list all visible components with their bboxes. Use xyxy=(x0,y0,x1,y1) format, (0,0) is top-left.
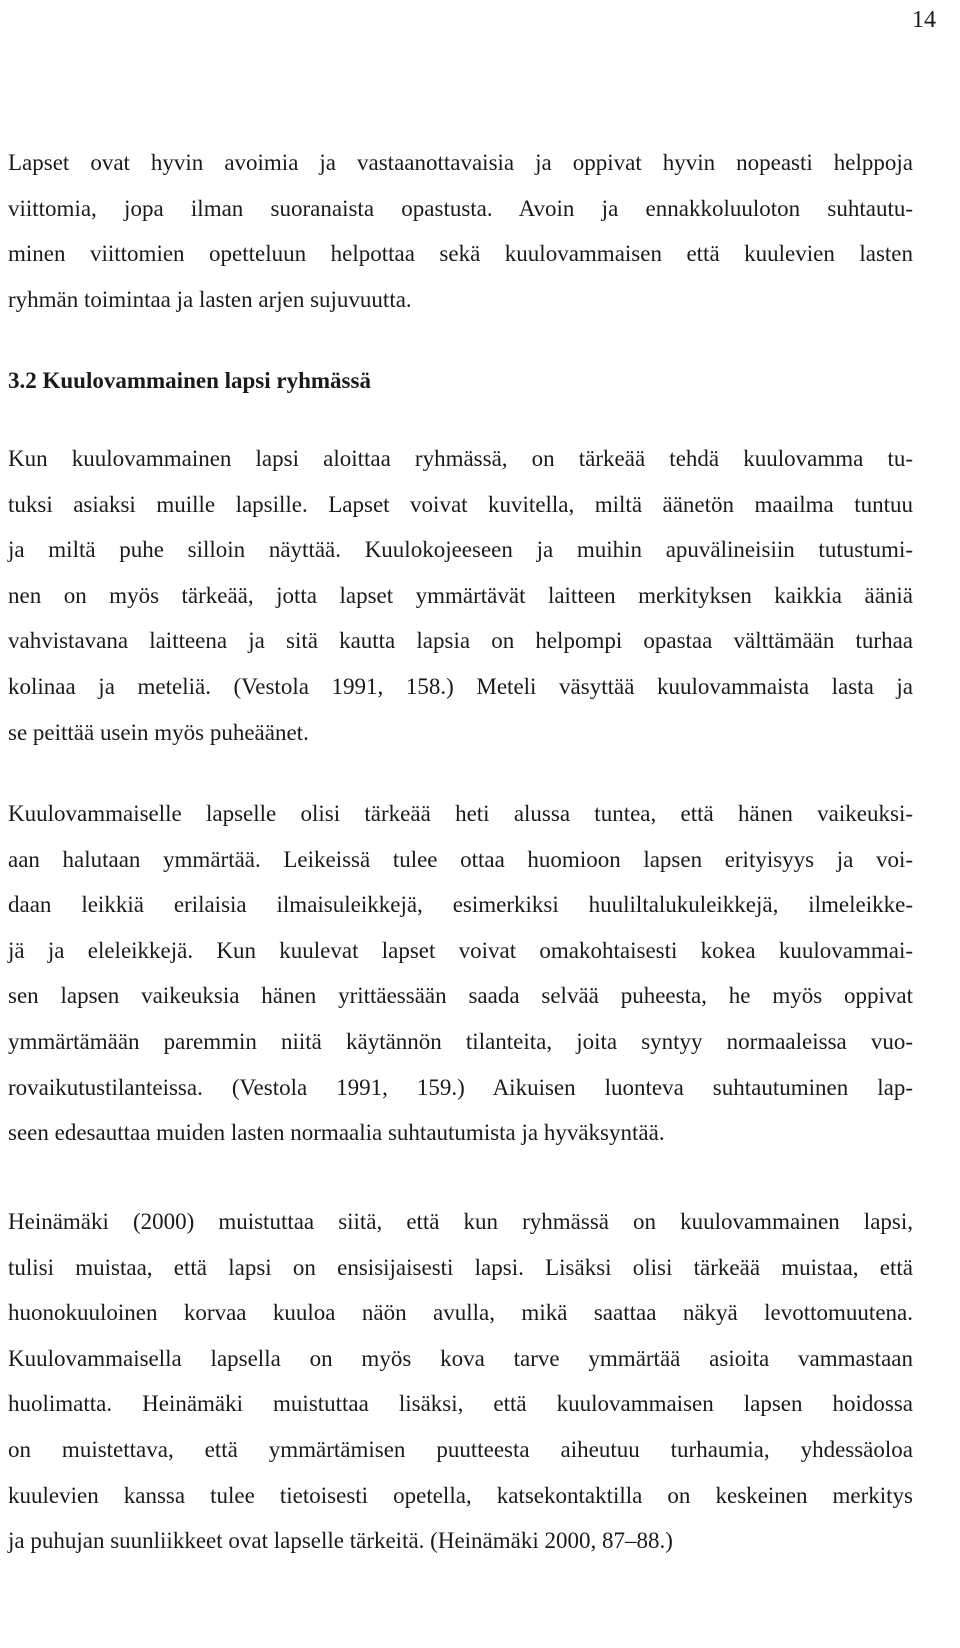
paragraph-line: ja miltä puhe silloin näyttää. Kuulokojeeseen ja muihin apuvälineisiin tutustumi- xyxy=(8,537,913,563)
paragraph-line: viittomia, jopa ilman suoranaista opastusta. Avoin ja ennakkoluuloton suhtautu- xyxy=(8,195,913,221)
paragraph-line: Kuulovammaiselle lapselle olisi tärkeää heti alussa tuntea, että hänen vaikeuksi- xyxy=(8,801,913,826)
paragraph-4 xyxy=(8,1199,913,1564)
section-heading: 3.2 Kuulovammainen lapsi ryhmässä xyxy=(8,368,371,393)
paragraph-line: ja puhujan suunliikkeet ovat lapselle tärkeitä. (Heinämäki 2000, 87–88.) xyxy=(8,1528,673,1554)
paragraph-line: ryhmän toimintaa ja lasten arjen sujuvuutta. xyxy=(8,286,412,312)
paragraph-3 xyxy=(8,791,913,1156)
paragraph-line: Lapset ovat hyvin avoimia ja vastaanottavaisia ja oppivat hyvin nopeasti helppoja xyxy=(8,150,913,175)
paragraph-line: daan leikkiä erilaisia ilmaisuleikkejä, esimerkiksi huuliltalukuleikkejä, ilmeleikke- xyxy=(8,892,913,918)
paragraph-line: tuksi asiaksi muille lapsille. Lapset voivat kuvitella, miltä äänetön maailma tuntuu xyxy=(8,491,913,517)
paragraph-line: ymmärtämään paremmin niitä käytännön tilanteita, joita syntyy normaaleissa vuo- xyxy=(8,1028,913,1054)
paragraph-2 xyxy=(8,436,913,755)
paragraph-line: aan halutaan ymmärtää. Leikeissä tulee ottaa huomioon lapsen erityisyys ja voi- xyxy=(8,846,913,872)
paragraph-line: Heinämäki (2000) muistuttaa siitä, että kun ryhmässä on kuulovammainen lapsi, xyxy=(8,1209,913,1234)
paragraph-line: vahvistavana laitteena ja sitä kautta lapsia on helpompi opastaa välttämään turhaa xyxy=(8,628,913,654)
paragraph-line: kolinaa ja meteliä. (Vestola 1991, 158.) Meteli väsyttää kuulovammaista lasta ja xyxy=(8,673,913,699)
paragraph-line: huolimatta. Heinämäki muistuttaa lisäksi, että kuulovammaisen lapsen hoidossa xyxy=(8,1391,913,1417)
paragraph-line: Kuulovammaisella lapsella on myös kova tarve ymmärtää asioita vammastaan xyxy=(8,1345,913,1371)
page-number: 14 xyxy=(912,7,936,33)
paragraph-line: Kun kuulovammainen lapsi aloittaa ryhmässä, on tärkeää tehdä kuulovamma tu- xyxy=(8,446,913,471)
paragraph-line: se peittää usein myös puheäänet. xyxy=(8,719,309,745)
paragraph-line: nen on myös tärkeää, jotta lapset ymmärtävät laitteen merkityksen kaikkia ääniä xyxy=(8,582,913,608)
paragraph-line: tulisi muistaa, että lapsi on ensisijaisesti lapsi. Lisäksi olisi tärkeää muistaa, että xyxy=(8,1254,913,1280)
paragraph-line: huonokuuloinen korvaa kuuloa näön avulla, mikä saattaa näkyä levottomuutena. xyxy=(8,1300,913,1326)
paragraph-1 xyxy=(8,140,913,322)
paragraph-line: rovaikutustilanteissa. (Vestola 1991, 159.) Aikuisen luonteva suhtautuminen lap- xyxy=(8,1074,913,1100)
paragraph-line: minen viittomien opetteluun helpottaa sekä kuulovammaisen että kuulevien lasten xyxy=(8,241,913,267)
paragraph-line: jä ja eleleikkejä. Kun kuulevat lapset voivat omakohtaisesti kokea kuulovammai- xyxy=(8,937,913,963)
paragraph-line: seen edesauttaa muiden lasten normaalia suhtautumista ja hyväksyntää. xyxy=(8,1120,665,1146)
paragraph-line: sen lapsen vaikeuksia hänen yrittäessään saada selvää puheesta, he myös oppivat xyxy=(8,983,913,1009)
paragraph-line: on muistettava, että ymmärtämisen puutteesta aiheutuu turhaumia, yhdessäoloa xyxy=(8,1436,913,1462)
paragraph-line: kuulevien kanssa tulee tietoisesti opetella, katsekontaktilla on keskeinen merkitys xyxy=(8,1482,913,1508)
